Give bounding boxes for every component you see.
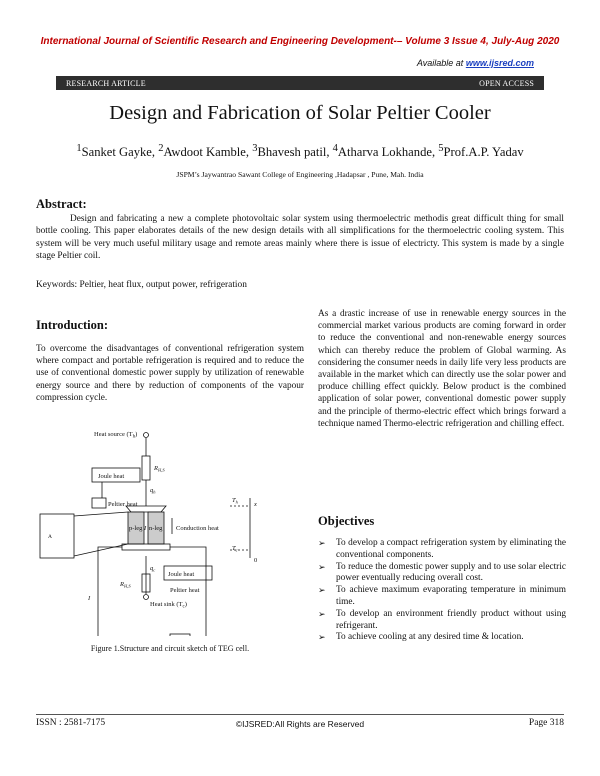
author-3-index: 3 bbox=[252, 143, 258, 154]
r-hsink-label: R bbox=[120, 581, 124, 588]
i-left-label: I bbox=[88, 595, 91, 602]
footer-page-number: Page 318 bbox=[528, 718, 564, 728]
author-2-index: 2 bbox=[158, 143, 164, 154]
keywords: Keywords: Peltier, heat flux, output power, refrigeration bbox=[36, 280, 247, 290]
objective-text: To reduce the domestic power supply and to use solar electric power eventually reducing overall cost. bbox=[336, 561, 566, 584]
heat-source-end: ) bbox=[135, 431, 138, 438]
bullet-arrow-icon: ➢ bbox=[318, 561, 326, 572]
q-c-label: q bbox=[150, 565, 154, 572]
affiliation: JSPM’s Jaywantrao Sawant College of Engineering ,Hadapsar , Pune, Mah. India bbox=[176, 170, 424, 179]
author-4-index: 4 bbox=[332, 143, 338, 154]
peltier-heat-bottom-label: Peltier heat bbox=[170, 587, 200, 594]
peltier-heat-top-box bbox=[92, 498, 106, 508]
abstract-text: Design and fabricating a new a complete photovoltaic solar system using thermoelectric methodis great difficult thing for small bottle cooling. This paper elaborates details of the new design details with all simplifications for the thermoelectric cooling system. This system will be very much useful military usage and remote areas mainly where there is issue of electricty. This system is made by a single stage Peltier coil. bbox=[36, 214, 564, 262]
available-at bbox=[417, 58, 534, 68]
svg-text:Tc bbox=[232, 545, 238, 553]
objective-item bbox=[318, 585, 566, 609]
svg-text:qc bbox=[150, 565, 155, 573]
introduction-heading: Introduction: bbox=[36, 318, 109, 332]
footer-issn: ISSN : 2581-7175 bbox=[36, 718, 106, 728]
p-leg-label: p-leg bbox=[129, 525, 143, 532]
right-column-text: As a drastic increase of use in renewable energy sources in the commercial market various products are coming forward in order to reduce the conventional and non-renewable energy sources which can thereby reduce the problem of Global warming. As considering the consumer needs in daily life very less products are available in the market which can directly use the solar power and produce chilling effect quickly. Below product is the combined application of solar power, conventional domestic power supply and the principle of thermo-electric effect which brings forward a technique named Thermo-electric refrigeration and chilling effect. bbox=[318, 309, 566, 429]
objective-item bbox=[318, 632, 566, 644]
x-axis-label: x bbox=[254, 501, 257, 508]
author-1: Sanket Gayke, bbox=[81, 145, 159, 160]
bullet-arrow-icon: ➢ bbox=[318, 632, 326, 643]
t-h-label: T bbox=[232, 497, 236, 504]
paper-title: Design and Fabrication of Solar Peltier Cooler bbox=[109, 102, 491, 124]
heat-source-sub: h bbox=[132, 434, 136, 440]
available-prefix: Available at bbox=[416, 58, 464, 68]
journal-header: International Journal of Scientific Research and Engineering Development-– Volume 3 Issue 4, July-Aug 2020 bbox=[40, 36, 560, 47]
heat-sink-label: Heat sink (T bbox=[150, 601, 183, 608]
author-3: Bhavesh patil, bbox=[257, 145, 333, 160]
svg-text:Heat source (Th) bbox=[94, 431, 137, 440]
joule-heat-top-label: Joule heat bbox=[98, 473, 125, 480]
i-mid-label: I bbox=[144, 525, 147, 532]
svg-text:RH,S bbox=[119, 581, 131, 590]
peltier-heat-top-label: Peltier heat bbox=[108, 501, 138, 508]
article-type: RESEARCH ARTICLE bbox=[66, 78, 146, 88]
objective-text: To develop an environment friendly product without using refrigerant. bbox=[336, 608, 566, 631]
objective-item bbox=[318, 562, 566, 586]
heat-source-node bbox=[144, 433, 149, 438]
n-leg-label: n-leg bbox=[149, 525, 163, 532]
t-c-sub: c bbox=[235, 547, 238, 553]
axis-zero-label: 0 bbox=[254, 557, 258, 564]
r-hs-sub: H,S bbox=[157, 467, 165, 473]
heat-sink-end: ) bbox=[184, 601, 187, 608]
objective-text: To develop a compact refrigeration system by eliminating the conventional components. bbox=[336, 538, 566, 560]
abstract-heading: Abstract: bbox=[36, 197, 87, 211]
load-resistor bbox=[170, 634, 190, 636]
introduction-text: To overcome the disadvantages of conventional refrigeration system where compact and portable refrigeration is required and to reduce the use of conventional domestic power supply by utilization of renewable energy source and there by reduction of components of the vapour compression cycle. bbox=[36, 344, 304, 403]
author-5-index: 5 bbox=[438, 143, 444, 154]
heat-sink-node bbox=[144, 595, 149, 600]
svg-text:Th bbox=[232, 497, 239, 505]
bullet-arrow-icon: ➢ bbox=[318, 608, 326, 619]
bullet-arrow-icon: ➢ bbox=[318, 585, 326, 596]
objective-text: To achieve maximum evaporating temperature in minimum time. bbox=[336, 585, 566, 607]
r-hs-label: R bbox=[154, 465, 158, 472]
author-4: Atharva Lokhande, bbox=[337, 145, 439, 160]
objective-item bbox=[318, 538, 566, 562]
footer-divider bbox=[36, 714, 564, 715]
joule-heat-bottom-label: Joule heat bbox=[168, 571, 195, 578]
t-h-sub: h bbox=[235, 499, 238, 505]
author-2: Awdoot Kamble, bbox=[163, 145, 253, 160]
t-c-label: T bbox=[232, 545, 236, 552]
article-banner bbox=[56, 76, 544, 90]
author-1-index: 1 bbox=[76, 143, 82, 154]
heat-source-resistor bbox=[142, 456, 150, 480]
inset-box bbox=[40, 514, 74, 558]
cold-plate bbox=[122, 544, 170, 550]
svg-text:Heat sink (Tc) bbox=[150, 601, 187, 610]
open-access-label: OPEN ACCESS bbox=[479, 78, 534, 88]
svg-text:qh bbox=[150, 487, 156, 495]
r-hsink-sub: H,S bbox=[123, 583, 131, 589]
footer-rights: ©IJSRED:All Rights are Reserved bbox=[235, 719, 365, 729]
author-5: Prof.A.P. Yadav bbox=[443, 145, 524, 160]
q-h-label: q bbox=[150, 487, 154, 494]
journal-website-link[interactable]: www.ijsred.com bbox=[465, 58, 534, 68]
q-c-sub: c bbox=[153, 567, 156, 573]
bullet-arrow-icon: ➢ bbox=[318, 538, 326, 548]
objectives-heading: Objectives bbox=[318, 514, 375, 528]
q-h-sub: h bbox=[153, 489, 156, 495]
objective-text: To achieve cooling at any desired time & location. bbox=[336, 632, 524, 643]
objective-item bbox=[318, 609, 566, 633]
svg-text:RH,S bbox=[153, 465, 165, 474]
conduction-heat-label: Conduction heat bbox=[176, 525, 219, 532]
figure-caption: Figure 1.Structure and circuit sketch of TEG cell. bbox=[90, 644, 250, 653]
inset-a-label: A bbox=[48, 534, 52, 540]
authors bbox=[0, 143, 600, 160]
heat-sink-sub: c bbox=[182, 604, 185, 610]
objectives-list bbox=[318, 538, 566, 644]
teg-cell-figure bbox=[36, 424, 300, 636]
heat-source-label: Heat source (T bbox=[94, 431, 133, 438]
